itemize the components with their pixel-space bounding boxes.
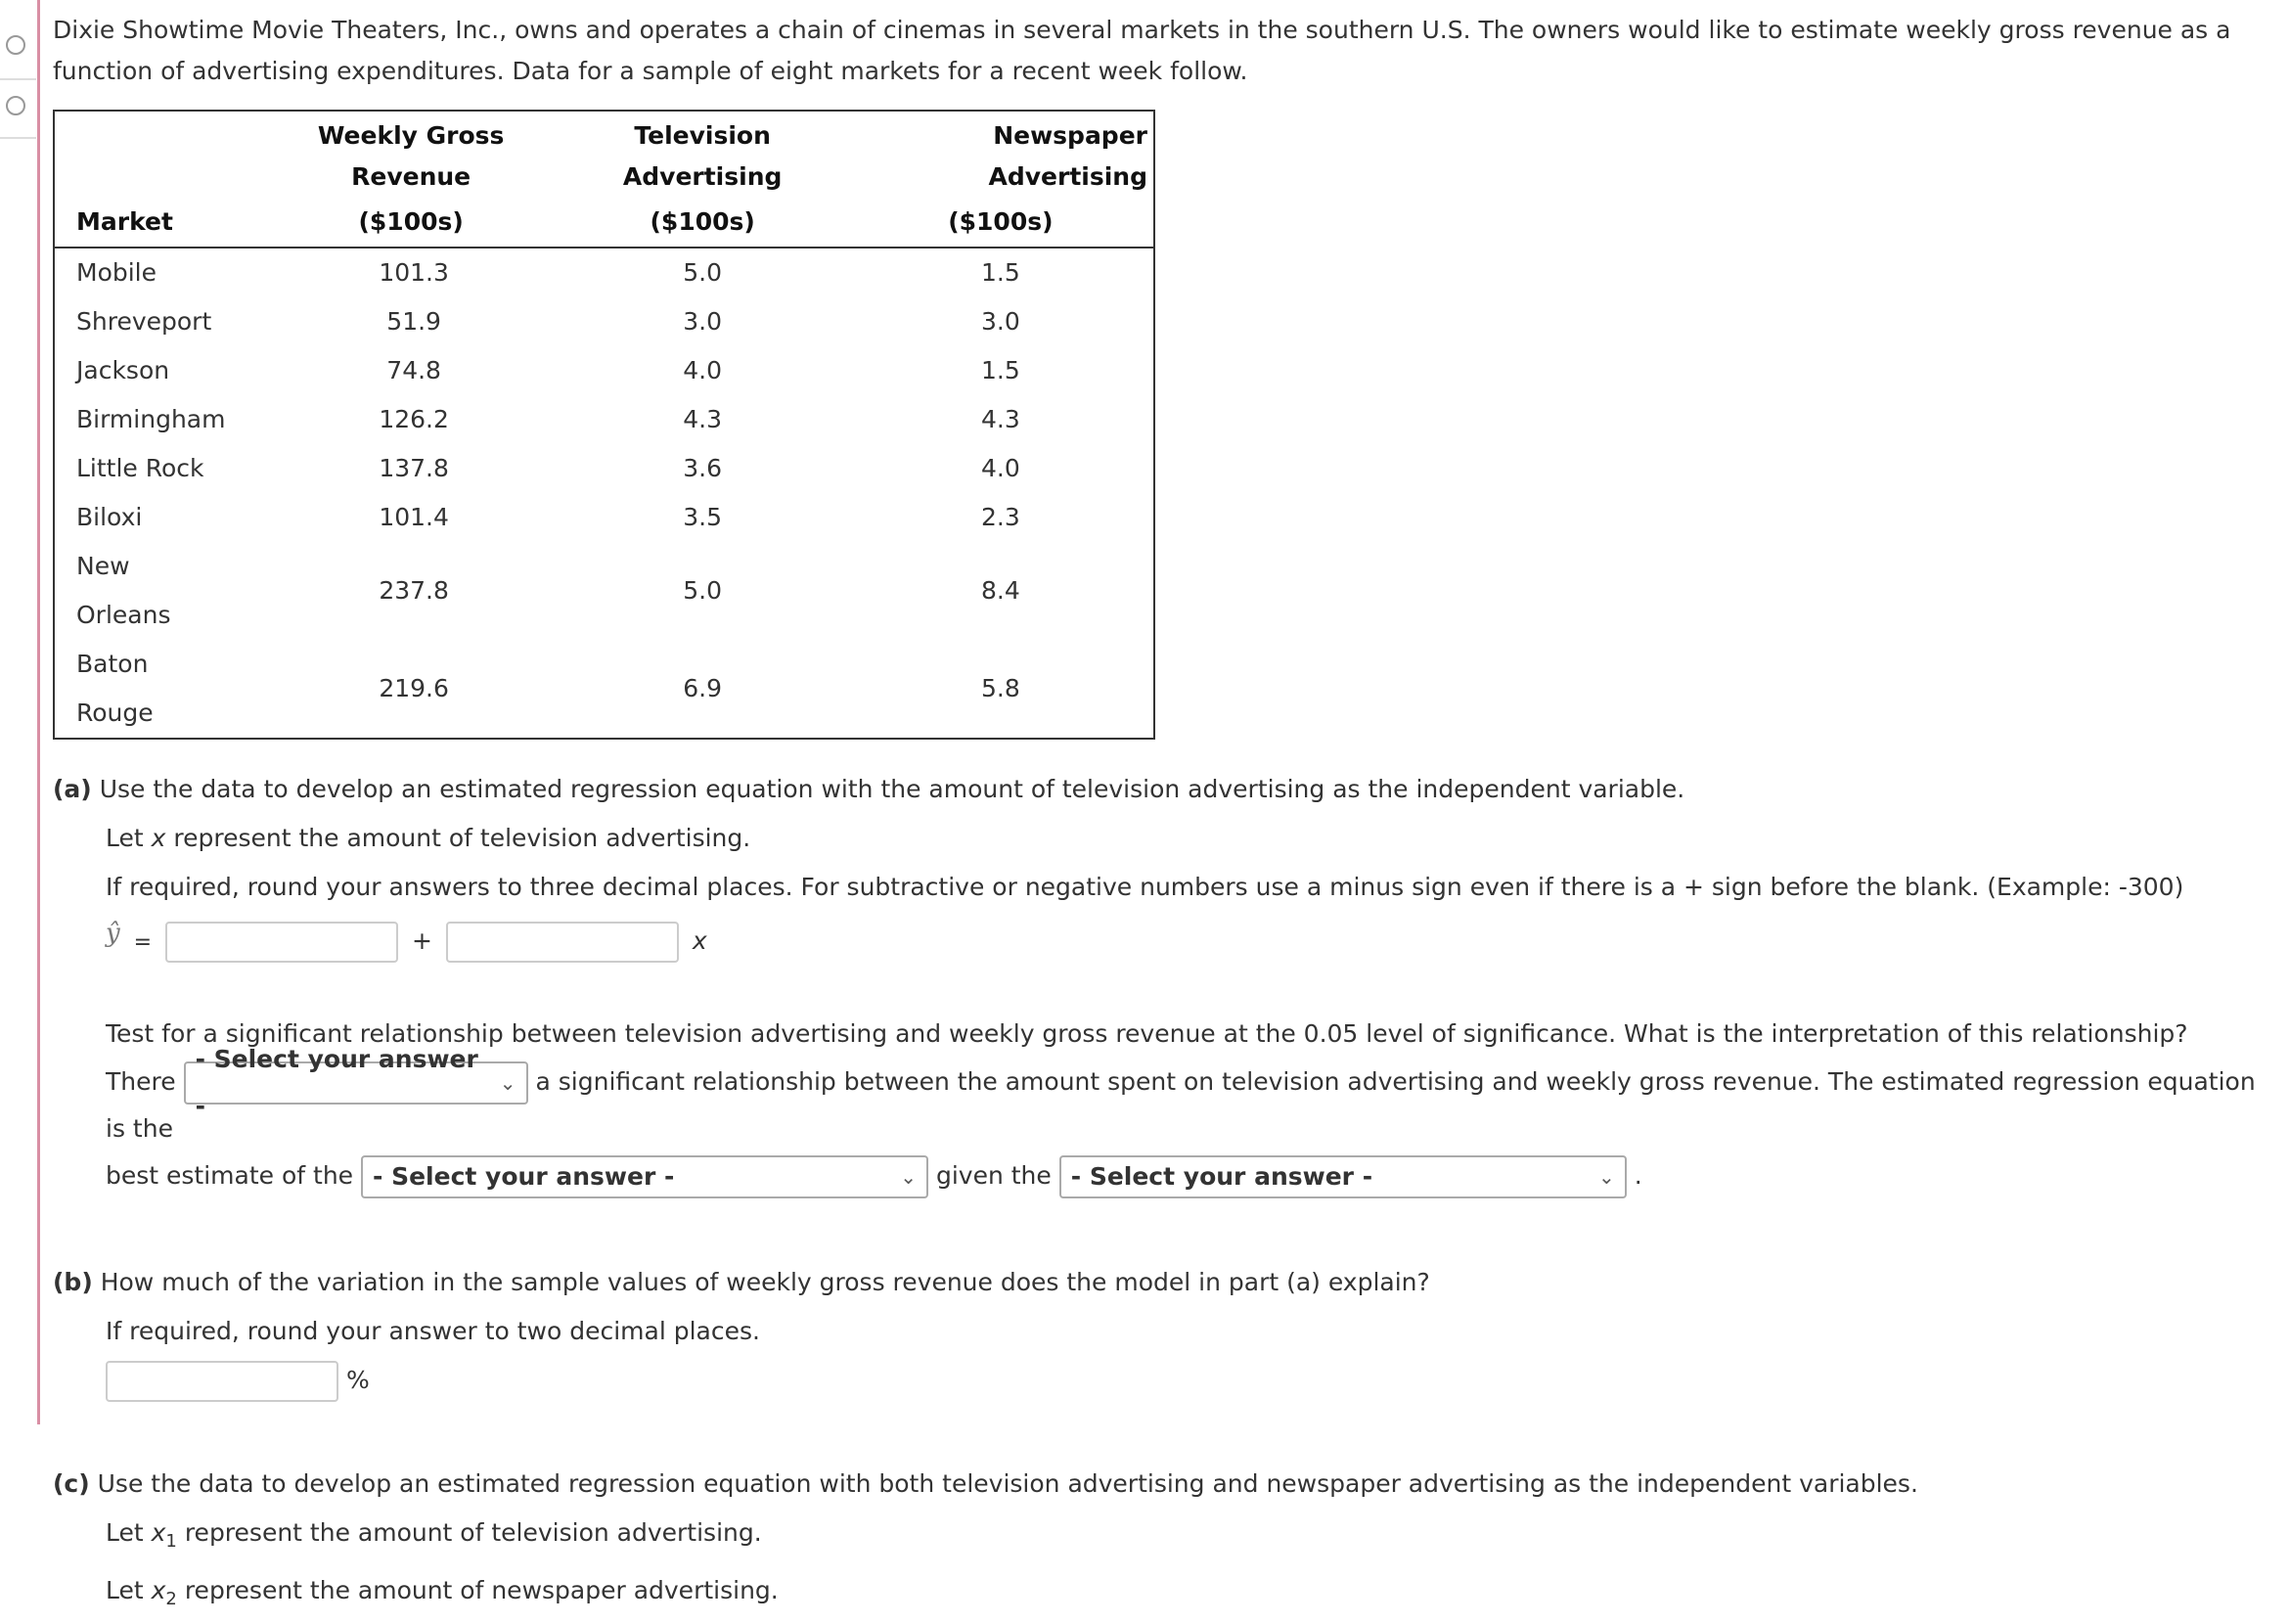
there-text: There [106, 1067, 176, 1096]
part-a-question-text: Use the data to develop an estimated regression equation with the amount of television advertising as the independent variable. [99, 775, 1685, 803]
header-cell [54, 111, 232, 198]
revenue-cell: 137.8 [379, 454, 449, 482]
part-b-label: (b) [53, 1268, 93, 1296]
best-estimate-text: best estimate of the [106, 1161, 354, 1190]
plus-sign: + [412, 926, 432, 955]
table-row [54, 395, 1154, 444]
given-the-text: given the [935, 1161, 1052, 1190]
select-value: - Select your answer - [195, 1045, 478, 1120]
header-cell: ($100s) [848, 198, 1154, 248]
header-cell: ($100s) [558, 198, 848, 248]
part-a-instructions: If required, round your answers to three decimal places. For subtractive or negative numbers use a minus sign even if there is a + sign before the blank. (Example: -300) [106, 873, 2184, 901]
estimate-of-select[interactable] [361, 1155, 928, 1198]
let-prefix: Let [106, 1518, 144, 1547]
part-c-label: (c) [53, 1469, 90, 1498]
tv-cell: 5.0 [683, 576, 723, 605]
tv-cell: 3.6 [683, 454, 723, 482]
market-cell: Jackson [76, 356, 170, 384]
table-row [54, 493, 1154, 542]
let-suffix: represent the amount of television advertising. [184, 1518, 762, 1547]
newspaper-cell: 5.8 [980, 674, 1020, 702]
y-hat-symbol: ŷ [106, 919, 120, 948]
header-cell: Television Advertising [622, 121, 783, 191]
header-cell: ($100s) [232, 198, 558, 248]
variable-x1: x [151, 1518, 166, 1547]
newspaper-cell: 4.0 [980, 454, 1020, 482]
market-cell: Shreveport [76, 307, 212, 336]
table-row [54, 346, 1154, 395]
part-a-label: (a) [53, 775, 92, 803]
variable-x: x [151, 824, 166, 852]
revenue-cell: 126.2 [379, 405, 449, 433]
newspaper-cell: 3.0 [980, 307, 1020, 336]
gutter-divider [0, 137, 36, 139]
radio-option-1[interactable] [6, 35, 25, 55]
newspaper-cell: 8.4 [980, 576, 1020, 605]
select-value: - Select your answer - [373, 1162, 675, 1191]
tv-cell: 5.0 [683, 258, 723, 287]
question-content [53, 10, 2279, 1624]
part-c-let-x1 [53, 1509, 2279, 1566]
table-header-row-top [54, 111, 1154, 198]
table-row [54, 248, 1154, 297]
let-prefix: Let [106, 1576, 144, 1604]
table-row [54, 297, 1154, 346]
revenue-cell: 74.8 [386, 356, 441, 384]
revenue-cell: 101.4 [379, 503, 449, 531]
table-row [54, 640, 1154, 739]
tv-cell: 4.3 [683, 405, 723, 433]
tv-cell: 3.0 [683, 307, 723, 336]
revenue-cell: 101.3 [379, 258, 449, 287]
market-cell: New Orleans [76, 552, 171, 629]
table-body [54, 248, 1154, 739]
let-suffix: represent the amount of television advertising. [173, 824, 751, 852]
period: . [1634, 1161, 1642, 1190]
let-suffix: represent the amount of newspaper advertising. [184, 1576, 779, 1604]
table-row [54, 444, 1154, 493]
left-gutter [0, 0, 38, 1424]
newspaper-cell: 1.5 [980, 356, 1020, 384]
header-cell: Newspaper Advertising [988, 121, 1147, 191]
r-squared-input[interactable] [106, 1361, 338, 1402]
part-a [53, 765, 2279, 1199]
market-cell: Little Rock [76, 454, 204, 482]
equals-sign: = [133, 930, 153, 955]
market-cell: Baton Rouge [76, 650, 154, 727]
chevron-down-icon: ⌄ [499, 1071, 516, 1095]
market-cell: Biloxi [76, 503, 143, 531]
part-c [53, 1460, 2279, 1624]
variable-x-label: x [692, 926, 707, 955]
let-prefix: Let [106, 824, 144, 852]
relationship-select[interactable] [184, 1045, 528, 1120]
part-a-question [53, 765, 2279, 814]
part-b [53, 1258, 2279, 1405]
newspaper-cell: 2.3 [980, 503, 1020, 531]
part-a-let [53, 814, 2279, 863]
intercept-input[interactable] [165, 922, 398, 963]
revenue-cell: 51.9 [386, 307, 441, 336]
revenue-cell: 219.6 [379, 674, 449, 702]
variable-x2: x [151, 1576, 166, 1604]
intro-text: Dixie Showtime Movie Theaters, Inc., owns and operates a chain of cinemas in several markets in the southern U.S. The owners would like to estimate weekly gross revenue as a function of advertising expenditures. Data for a sample of eight markets for a recent week follow. [53, 16, 2231, 85]
given-select[interactable] [1059, 1155, 1627, 1198]
part-c-question [53, 1460, 2279, 1509]
market-cell: Birmingham [76, 405, 226, 433]
tv-cell: 6.9 [683, 674, 723, 702]
percent-sign: % [345, 1366, 370, 1394]
part-c-let-x2 [53, 1566, 2279, 1624]
interpretation-row-2 [53, 1152, 2279, 1199]
mid-text: a significant relationship between the amount spent on television advertising and weekly gross revenue. The estimated regression equation is the [106, 1067, 2256, 1143]
r-squared-row [53, 1356, 2279, 1405]
chevron-down-icon: ⌄ [1597, 1165, 1615, 1189]
revenue-cell: 237.8 [379, 576, 449, 605]
radio-option-2[interactable] [6, 96, 25, 115]
subscript-2: 2 [165, 1589, 177, 1609]
newspaper-cell: 1.5 [980, 258, 1020, 287]
table-header-row-bottom [54, 198, 1154, 248]
part-b-question-text: How much of the variation in the sample values of weekly gross revenue does the model in part (a) explain? [100, 1268, 1430, 1296]
gutter-divider [0, 78, 36, 80]
tv-cell: 4.0 [683, 356, 723, 384]
gutter-border [37, 0, 40, 1424]
interpretation-row-1 [53, 1045, 2279, 1152]
tv-cell: 3.5 [683, 503, 723, 531]
test-question: Test for a significant relationship between television advertising and weekly gross revenue at the 0.05 level of significance. What is the interpretation of this relationship? [106, 1019, 2188, 1048]
part-b-question [53, 1258, 2279, 1307]
subscript-1: 1 [165, 1531, 177, 1552]
select-value: - Select your answer - [1070, 1162, 1373, 1191]
table-row [54, 542, 1154, 640]
slope-input[interactable] [446, 922, 679, 963]
regression-equation-row [53, 912, 2279, 972]
header-cell: Weekly Gross Revenue [317, 121, 505, 191]
market-cell: Mobile [76, 258, 157, 287]
newspaper-cell: 4.3 [980, 405, 1020, 433]
header-cell: Market [54, 198, 232, 248]
chevron-down-icon: ⌄ [900, 1165, 918, 1189]
part-b-instructions: If required, round your answer to two decimal places. [106, 1317, 760, 1345]
data-table [53, 110, 1155, 740]
part-c-question-text: Use the data to develop an estimated regression equation with both television advertising and newspaper advertising as the independent variables. [97, 1469, 1918, 1498]
